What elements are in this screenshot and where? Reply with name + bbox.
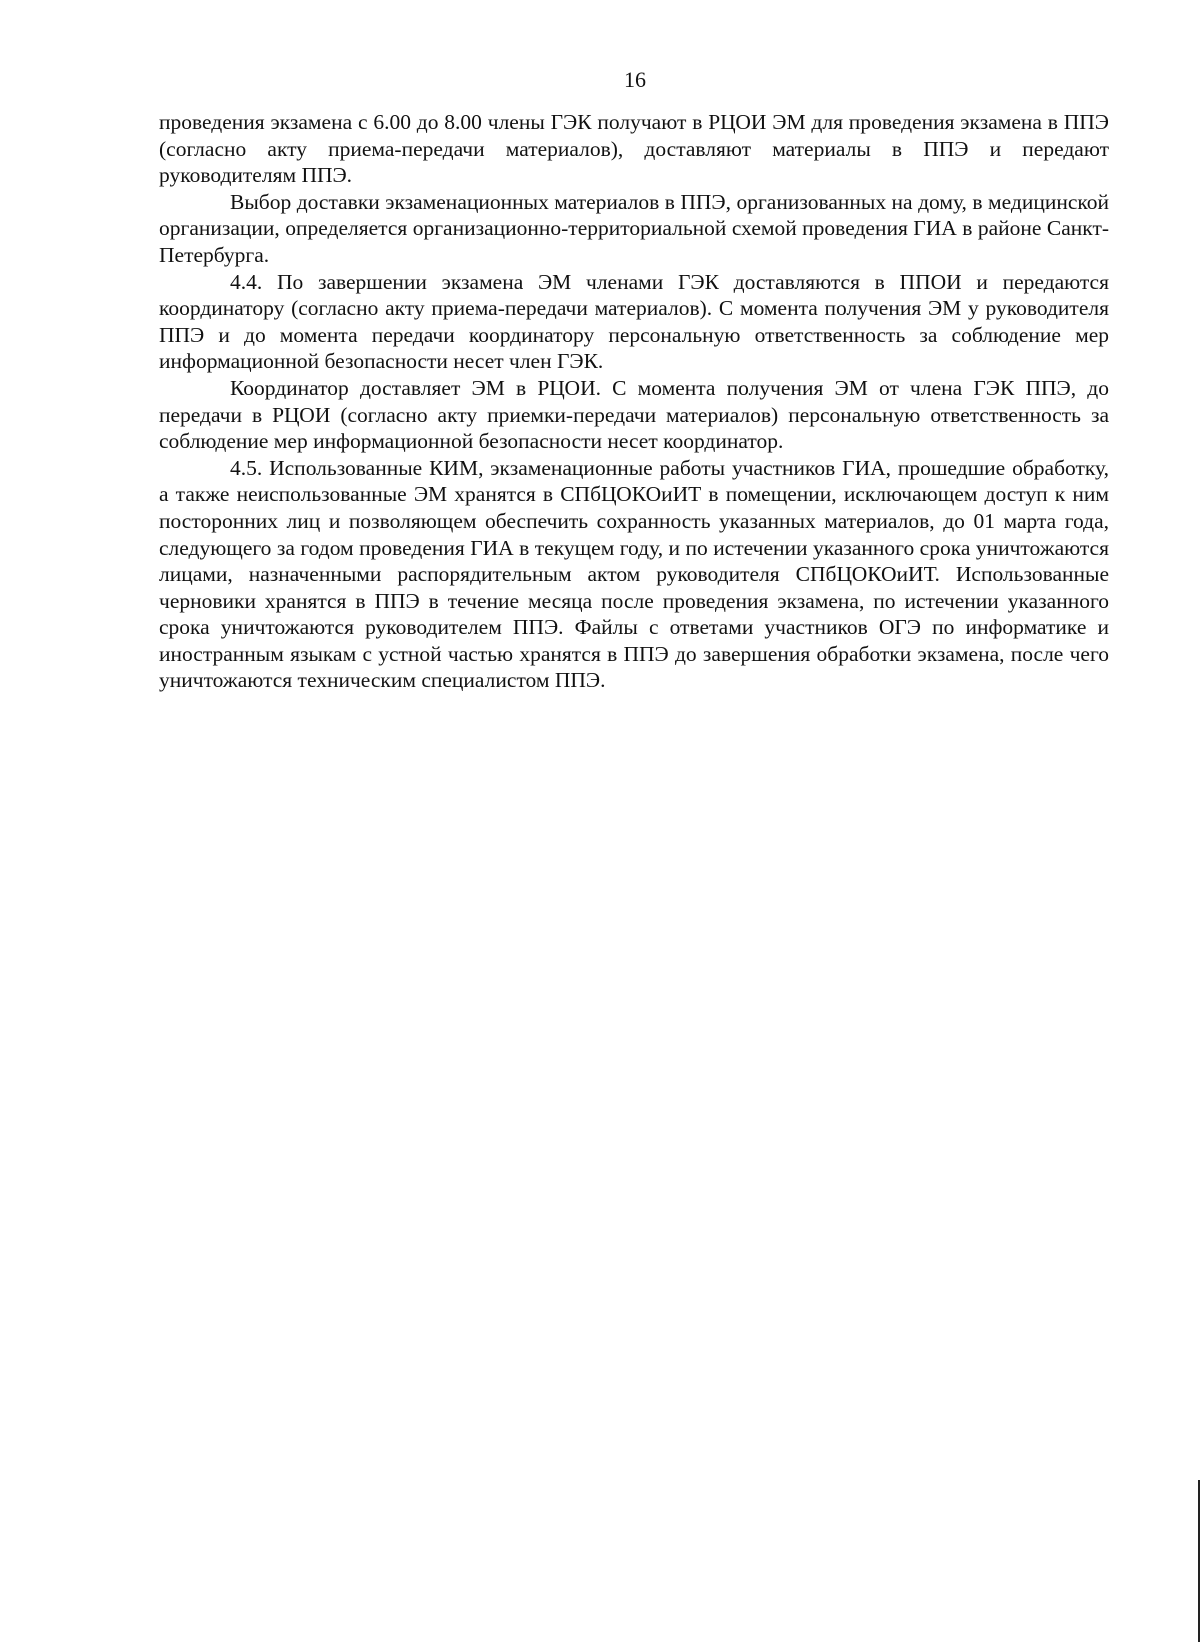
document-body	[159, 109, 1109, 694]
paragraph-4: Координатор доставляет ЭМ в РЦОИ. С момента получения ЭМ от члена ГЭК ППЭ, до передачи в РЦОИ (согласно акту приемки-передачи материалов) персональную ответственность за соблюдение мер информационной безопасности несет координатор.	[159, 375, 1109, 454]
page-number: 16	[624, 67, 646, 92]
paragraph-5: 4.5. Использованные КИМ, экзаменационные работы участников ГИА, прошедшие обработку, а также неиспользованные ЭМ хранятся в СПбЦОКОиИТ в помещении, исключающем доступ к ним посторонних лиц и позволяющем обеспечить сохранность указанных материалов, до 01 марта года, следующего за годом проведения ГИА в текущем году, и по истечении указанного срока уничтожаются лицами, назначенными распорядительным актом руководителя СПбЦОКОиИТ. Использованные черновики хранятся в ППЭ в течение месяца после проведения экзамена, по истечении указанного срока уничтожаются руководителем ППЭ. Файлы с ответами участников ОГЭ по информатике и иностранным языкам с устной частью хранятся в ППЭ до завершения обработки экзамена, после чего уничтожаются техническим специалистом ППЭ.	[159, 455, 1109, 693]
paragraph-2: Выбор доставки экзаменационных материалов в ППЭ, организованных на дому, в медицинской организации, определяется организационно-территориальной схемой проведения ГИА в районе Санкт-Петербурга.	[159, 189, 1109, 267]
paragraph-1: проведения экзамена с 6.00 до 8.00 члены ГЭК получают в РЦОИ ЭМ для проведения экзамена в ППЭ (согласно акту приема-передачи материалов), доставляют материалы в ППЭ и передают руководителям ППЭ.	[159, 110, 1109, 188]
paragraph-3: 4.4. По завершении экзамена ЭМ членами ГЭК доставляются в ППОИ и передаются координатору (согласно акту приема-передачи материалов). С момента получения ЭМ у руководителя ППЭ и до момента передачи координатору персональную ответственность за соблюдение мер информационной безопасности несет член ГЭК.	[159, 269, 1109, 374]
